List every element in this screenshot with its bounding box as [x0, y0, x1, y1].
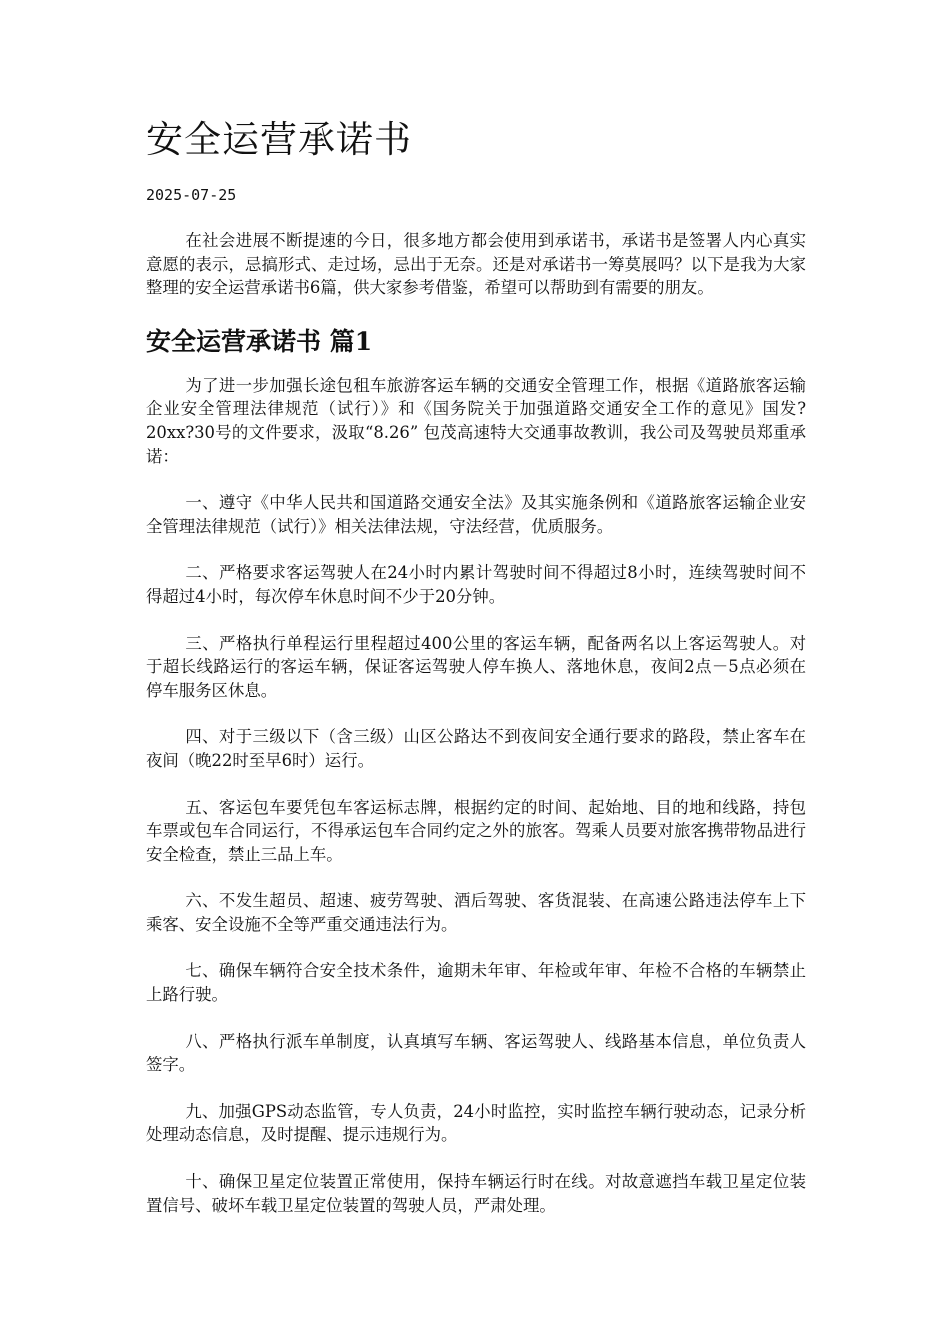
commitment-item-3: 三、严格执行单程运行里程超过400公里的客运车辆，配备两名以上客运驾驶人。对于超长线路运行的客运车辆，保证客运驾驶人停车换人、落地休息，夜间2点－5点必须在停车服务区休息。 [146, 633, 806, 700]
commitment-item-5: 五、客运包车要凭包车客运标志牌，根据约定的时间、起始地、目的地和线路，持包车票或包车合同运行，不得承运包车合同约定之外的旅客。驾乘人员要对旅客携带物品进行安全检查，禁止三品上车。 [146, 797, 806, 864]
commitment-item-4: 四、对于三级以下（含三级）山区公路达不到夜间安全通行要求的路段，禁止客车在夜间（晚22时至早6时）运行。 [146, 727, 806, 770]
commitment-item-10: 十、确保卫星定位装置正常使用，保持车辆运行时在线。对故意遮挡车载卫星定位装置信号、破坏车载卫星定位装置的驾驶人员，严肃处理。 [146, 1172, 806, 1215]
commitment-item-8: 八、严格执行派车单制度，认真填写车辆、客运驾驶人、线路基本信息，单位负责人签字。 [146, 1031, 806, 1075]
commitment-item-7: 七、确保车辆符合安全技术条件，逾期未年审、年检或年审、年检不合格的车辆禁止上路行驶。 [146, 961, 806, 1005]
document-date: 2025-07-25 [146, 186, 237, 204]
document-page [146, 112, 806, 1217]
preamble-paragraph: 为了进一步加强长途包租车旅游客运车辆的交通安全管理工作，根据《道路旅客运输企业安全管理法律规范（试行）》和《国务院关于加强道路交通安全工作的意见》国发?20xx?30号的文件要求，汲取“8.26” 包茂高速特大交通事故教训，我公司及驾驶员郑重承诺： [146, 375, 806, 466]
section-body [146, 374, 806, 1217]
section-heading: 安全运营承诺书 篇1 [146, 326, 373, 356]
intro-paragraph: 在社会进展不断提速的今日，很多地方都会使用到承诺书，承诺书是签署人内心真实意愿的表示，忌搞形式、走过场，忌出于无奈。还是对承诺书一筹莫展吗？以下是我为大家整理的安全运营承诺书6篇，供大家参考借鉴，希望可以帮助到有需要的朋友。 [146, 231, 806, 298]
commitment-item-1: 一、遵守《中华人民共和国道路交通安全法》及其实施条例和《道路旅客运输企业安全管理法律规范（试行）》相关法律法规，守法经营，优质服务。 [146, 493, 806, 536]
commitment-item-6: 六、不发生超员、超速、疲劳驾驶、酒后驾驶、客货混装、在高速公路违法停车上下乘客、安全设施不全等严重交通违法行为。 [146, 891, 806, 934]
commitment-item-2: 二、严格要求客运驾驶人在24小时内累计驾驶时间不得超过8小时，连续驾驶时间不得超过4小时，每次停车休息时间不少于20分钟。 [146, 563, 806, 606]
commitment-item-9: 九、加强GPS动态监管，专人负责，24小时监控，实时监控车辆行驶动态，记录分析处理动态信息，及时提醒、提示违规行为。 [146, 1101, 806, 1145]
page-title: 安全运营承诺书 [146, 118, 412, 161]
